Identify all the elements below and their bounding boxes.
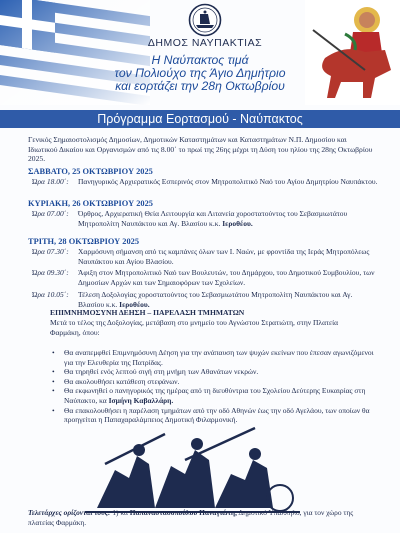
entry-time: Ώρα 09.30΄: <box>32 268 69 277</box>
day-heading: ΤΡΙΤΗ, 28 ΟΚΤΩΒΡΙΟΥ 2025 <box>28 237 140 246</box>
saint-demetrios-icon <box>305 0 400 105</box>
entry-time: Ώρα 07.00΄: <box>32 209 69 218</box>
list-item: • Θα αναπεμφθεί Επιμνημόσυνη Δέηση για την ανάπαυση των ψυχών εκείνων που έπεσαν αγωνιζόμενοι για την Ελευθερία της Πατρίδας. <box>52 348 374 367</box>
list-item: • Θα τηρηθεί ενός λεπτού σιγή στη μνήμη των Αθανάτων νεκρών. <box>52 367 259 377</box>
headline-line: και εορτάζει την 28η Οκτωβρίου <box>115 79 285 94</box>
program-banner: Πρόγραμμα Εορτασμού - Ναύπακτος <box>0 110 400 128</box>
entry-text: Άφιξη στον Μητροπολιτικό Ναό των Βουλευτών, του Δημάρχου, του Δημοτικού Συμβουλίου, των Δημοσίων Αρχών και των Σημαιοφόρων των Σχολείων. <box>78 268 375 287</box>
intro-paragraph: Γενικός Σημαιοστολισμός Δημοσίων, Δημοτικών Καταστημάτων και Καταστημάτων Ν.Π. Δημοσίου και Ιδιωτικού Δικαίου και Οργανισμών από τις 8.00΄ το πρωί της 26ης μέχρι τη Δύση του ηλίου της 28ης Οκτωβρίου 2025. <box>28 135 373 164</box>
list-item: • Θα ακολουθήσει κατάθεση στεφάνων. <box>52 376 180 386</box>
list-item: • Θα εκφωνηθεί ο πανηγυρικός της ημέρας από τη διευθύντρια του Σχολείου Δεύτερης Ευκαιρίας στη Ναύπακτο, κα Ισμήνη Καβαλλάρη. <box>52 386 366 405</box>
entry-text: Όρθρος, Αρχιερατική Θεία Λειτουργία και Λιτανεία χοροστατούντος του Σεβασμιωτάτου Μητροπολίτη Ναυπάκτου και Αγ. Βλασίου κ.κ. Ιεροθέου. <box>78 209 348 228</box>
municipality-name: ΔΗΜΟΣ ΝΑΥΠΑΚΤΙΑΣ <box>147 37 263 49</box>
memorial-title: ΕΠΙΜΝΗΜΟΣΥΝΗ ΔΕΗΣΗ – ΠΑΡΕΛΑΣΗ ΤΜΗΜΑΤΩΝ <box>50 308 245 317</box>
entry-text: Πανηγυρικός Αρχιερατικός Εσπερινός στον Μητροπολιτικό Ναό του Αγίου Δημητρίου Ναυπάκτου. <box>78 177 378 186</box>
soldiers-monument-illustration <box>85 420 300 515</box>
memorial-bullets <box>50 348 380 425</box>
day-heading: ΣΑΒΒΑΤΟ, 25 ΟΚΤΩΒΡΙΟΥ 2025 <box>28 167 153 176</box>
entry-time: Ώρα 18.00΄: <box>32 177 69 186</box>
day-heading: ΚΥΡΙΑΚΗ, 26 ΟΚΤΩΒΡΙΟΥ 2025 <box>28 199 153 208</box>
headline <box>95 54 305 94</box>
memorial-intro: Μετά το τέλος της Δοξολογίας, μετάβαση στο μνημείο του Αγνώστου Στρατιώτη, στην Πλατεία Φαρμάκη, όπου: <box>50 318 339 337</box>
entry-text: Τέλεση Δοξολογίας χοροστατούντος του Σεβασμιωτάτου Μητροπολίτη Ναυπάκτου και Αγ. Βλασίου κ.κ. Ιεροθέου. <box>78 290 353 309</box>
entry-text: Χαρμόσυνη σήμανση από τις καμπάνες όλων των Ι. Ναών, με φροντίδα της Ιεράς Μητροπόλεως Ναυπάκτου και Αγίου Βλασίου. <box>78 247 370 266</box>
list-item: • Θα επακολουθήσει η παρέλαση τμημάτων από την οδό Αθηνών έως την οδό Αγελάου, των οποίων θα προηγείται η Παπαχαραλάμπειος Δημοτική Φιλαρμονική. <box>52 405 370 425</box>
entry-time: Ώρα 07.30΄: <box>32 247 69 256</box>
municipality-seal-icon <box>188 3 222 37</box>
entry-time: Ώρα 10.05΄: <box>32 290 69 299</box>
headline-line: τον Πολιούχο της Άγιο Δημήτριο <box>114 66 286 81</box>
headline-line: Η Ναύπακτος τιμά <box>151 53 249 67</box>
footer-note: Τελετάρχες ορίζονται τους: 1) κα Παπαναστασοπούλου Παναγιώτη, Δημοτικό Υπάλληλο, για τον χώρο της πλατείας Φαρμάκη. <box>28 508 354 527</box>
